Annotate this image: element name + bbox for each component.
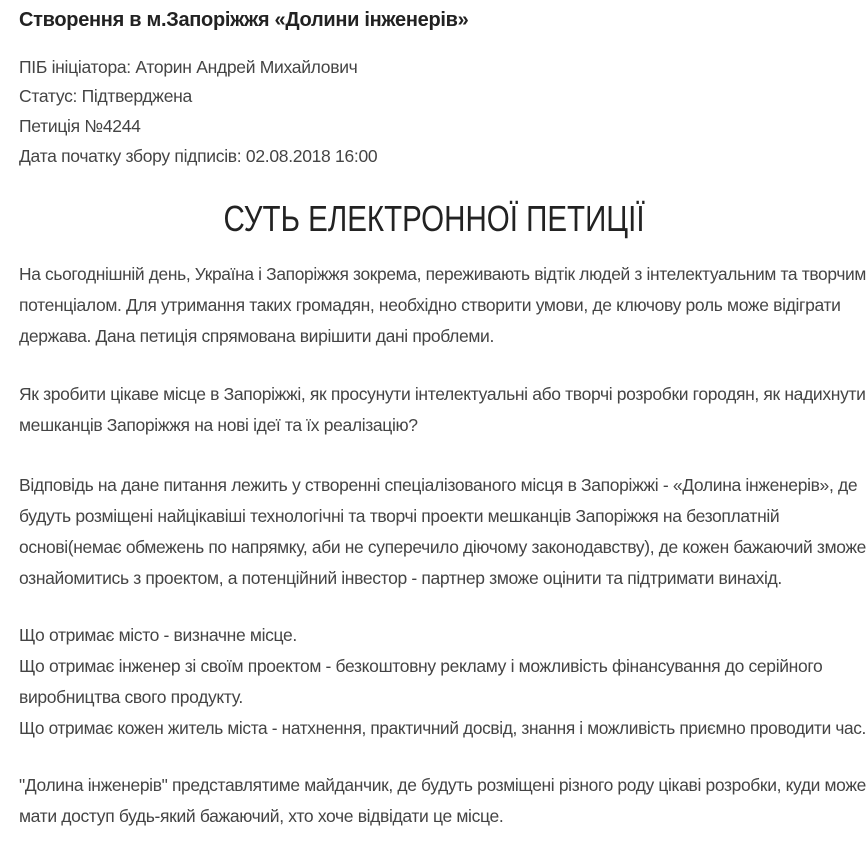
petition-number-text: Петиція №4244 (19, 116, 141, 136)
paragraph-line: мешканців Запоріжжя на нові ідеї та їх реалізацію? (19, 415, 418, 435)
paragraph-2 (19, 379, 866, 441)
paragraph-4 (19, 620, 868, 744)
paragraph-line: держава. Дана петиція спрямована вирішити дані проблеми. (19, 326, 494, 346)
paragraph-line: Як зробити цікаве місце в Запоріжжі, як просунути інтелектуальні або творчі розробки городян, як надихнути (19, 384, 866, 404)
paragraph-line: Відповідь на дане питання лежить у створенні спеціалізованого місця в Запоріжжі - «Долина інженерів», де (19, 475, 858, 495)
paragraph-line: "Долина інженерів" представлятиме майданчик, де будуть розміщені різного роду цікаві розробки, куди може (19, 775, 866, 795)
status-text: Статус: Підтверджена (19, 86, 192, 106)
paragraph-5 (19, 770, 868, 832)
petition-title: Створення в м.Запоріжжя «Долини інженерів» (19, 9, 469, 31)
paragraph-line: мати доступ будь-який бажаючий, хто хоче відвідати це місце. (19, 806, 504, 826)
paragraph-line: Що отримає кожен житель міста - натхнення, практичний досвід, знання і можливість приємно проводити час. (19, 718, 867, 738)
paragraph-line: будуть розміщені найцікавіші технологічні та творчі проекти мешканців Запоріжжя на безоплатній (19, 506, 780, 526)
paragraph-line: ознайомитись з проектом, а потенційний інвестор - партнер зможе оцінити та підтримати винахід. (19, 568, 782, 588)
section-heading: СУТЬ ЕЛЕКТРОННОЇ ПЕТИЦІЇ (223, 198, 645, 239)
paragraph-1 (19, 259, 868, 352)
paragraph-line: потенціалом. Для утримання таких громадян, необхідно створити умови, де ключову роль може відіграти (19, 295, 841, 315)
start-date-text: Дата початку збору підписів: 02.08.2018 16:00 (19, 146, 378, 166)
paragraph-line: Що отримає місто - визначне місце. (19, 625, 297, 645)
paragraph-line: виробництва свого продукту. (19, 687, 243, 707)
paragraph-line: Що отримає інженер зі своїм проектом - безкоштовну рекламу і можливість фінансування до серійного (19, 656, 823, 676)
paragraph-line: основі(немає обмежень по напрямку, аби не суперечило діючому законодавству), де кожен бажаючий зможе (19, 537, 866, 557)
initiator-text: ПІБ ініціатора: Аторин Андрей Михайлович (19, 57, 358, 77)
paragraph-3 (19, 470, 868, 594)
paragraph-line: На сьогоднішній день, Україна і Запоріжжя зокрема, переживають відтік людей з інтелектуальним та творчим (19, 264, 867, 284)
